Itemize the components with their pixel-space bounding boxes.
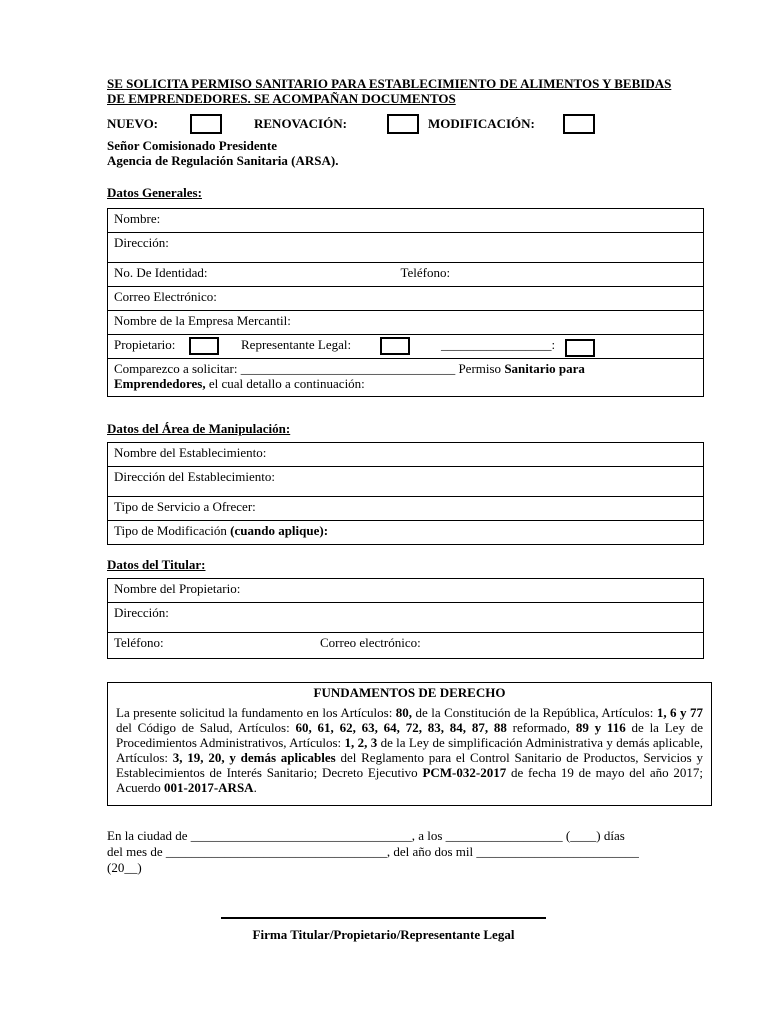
- field-tipo-solicitante: [108, 335, 704, 359]
- fundamentos-heading: FUNDAMENTOS DE DERECHO: [313, 685, 506, 700]
- section-area-heading: Datos del Área de Manipulación:: [107, 421, 291, 436]
- tipo-modificacion-bold: (cuando aplique):: [230, 523, 329, 538]
- field-nombre-establecimiento[interactable]: [108, 443, 704, 467]
- fund-b3: 60, 61, 62, 63, 64, 72, 83, 84, 87, 88: [295, 720, 507, 735]
- field-nombre-label: Nombre:: [114, 211, 161, 226]
- request-type-options: [107, 114, 707, 136]
- fund-t7: del Reglamento para el Control Sanitario de Productos, Servicios y Establecimientos de Interés Sanitario; Decreto Ejecutivo: [116, 750, 703, 780]
- propietario-label: Propietario:: [114, 337, 176, 352]
- option-modificacion-label: MODIFICACIÓN:: [428, 116, 535, 131]
- fund-t2: de la Constitución de la República, Artículos:: [412, 705, 657, 720]
- field-nombre[interactable]: [108, 209, 704, 233]
- datos-generales-table: [107, 208, 704, 397]
- fund-b7: PCM-032-2017: [422, 765, 507, 780]
- fund-t4: reformado,: [506, 720, 576, 735]
- addressee: [107, 138, 338, 168]
- field-empresa-label: Nombre de la Empresa Mercantil:: [114, 313, 291, 328]
- field-identidad-telefono[interactable]: [108, 263, 704, 287]
- signature-line: [221, 917, 546, 919]
- titular-table: [107, 578, 704, 659]
- option-nuevo-checkbox[interactable]: [190, 114, 222, 134]
- field-titular-contacto[interactable]: [108, 633, 704, 659]
- otro-blank-label: _________________:: [441, 337, 556, 352]
- titular-telefono-label: Teléfono:: [114, 635, 164, 650]
- field-titular-direccion[interactable]: [108, 603, 704, 633]
- tipo-servicio-label: Tipo de Servicio a Ofrecer:: [114, 499, 256, 514]
- fund-b8: 001-2017-ARSA: [164, 780, 254, 795]
- comparezco-text: Comparezco a solicitar: _________________________________ Permiso: [114, 361, 502, 376]
- fund-b5: 1, 2, 3: [344, 735, 378, 750]
- field-identidad-label: No. De Identidad:: [114, 265, 208, 280]
- field-comparezco[interactable]: [108, 359, 704, 397]
- option-renovacion-checkbox[interactable]: [387, 114, 419, 134]
- titular-correo-label: Correo electrónico:: [320, 635, 421, 650]
- fundamentos-text: [116, 705, 703, 795]
- closing-paragraph: [107, 828, 667, 876]
- field-telefono-label: Teléfono:: [400, 265, 451, 280]
- fund-t6: de la Ley de simplificación Administrativa y demás aplicable, Artículos:: [116, 735, 704, 765]
- signature-label: Firma Titular/Propietario/Representante Legal: [252, 927, 515, 942]
- closing-line-2: del mes de __________________________________, del año dos mil _________________________: [107, 844, 639, 859]
- field-direccion-label: Dirección:: [114, 235, 169, 250]
- field-nombre-propietario[interactable]: [108, 579, 704, 603]
- document-title: SE SOLICITA PERMISO SANITARIO PARA ESTABLECIMIENTO DE ALIMENTOS Y BEBIDAS DE EMPRENDEDORES. SE ACOMPAÑAN DOCUMENTOS: [107, 76, 672, 106]
- representante-label: Representante Legal:: [241, 337, 352, 352]
- field-empresa[interactable]: [108, 311, 704, 335]
- comparezco-bold-2: Emprendedores,: [114, 376, 206, 391]
- fund-t1: La presente solicitud la fundamento en los Artículos:: [116, 705, 396, 720]
- option-renovacion-label: RENOVACIÓN:: [254, 116, 347, 131]
- fundamentos-box: [107, 682, 712, 806]
- fund-b2: 1, 6 y 77: [656, 705, 704, 720]
- field-direccion[interactable]: [108, 233, 704, 263]
- fund-t5: de la Ley de Procedimientos Administrativos, Artículos:: [116, 720, 704, 750]
- closing-line-3: (20__): [107, 860, 142, 875]
- field-tipo-servicio[interactable]: [108, 497, 704, 521]
- field-direccion-establecimiento[interactable]: [108, 467, 704, 497]
- fund-t8: de fecha 19 de mayo del año 2017; Acuerdo: [116, 765, 704, 795]
- fund-t9: .: [253, 780, 257, 795]
- field-correo[interactable]: [108, 287, 704, 311]
- comparezco-text-2: el cual detallo a continuación:: [205, 376, 365, 391]
- fund-t3: del Código de Salud, Artículos:: [116, 720, 296, 735]
- fund-b6: 3, 19, 20, y demás aplicables: [172, 750, 336, 765]
- otro-checkbox[interactable]: [565, 339, 595, 357]
- option-modificacion-checkbox[interactable]: [563, 114, 595, 134]
- fund-b1: 80,: [395, 705, 413, 720]
- titular-direccion-label: Dirección:: [114, 605, 169, 620]
- option-nuevo-label: NUEVO:: [107, 116, 159, 131]
- tipo-modificacion-label: Tipo de Modificación: [114, 523, 231, 538]
- field-correo-label: Correo Electrónico:: [114, 289, 217, 304]
- addressee-line-2: Agencia de Regulación Sanitaria (ARSA).: [107, 153, 339, 168]
- comparezco-bold-1: Sanitario para: [504, 361, 585, 376]
- section-titular-heading: Datos del Titular:: [107, 557, 206, 572]
- nombre-propietario-label: Nombre del Propietario:: [114, 581, 241, 596]
- field-tipo-modificacion[interactable]: [108, 521, 704, 545]
- direccion-establecimiento-label: Dirección del Establecimiento:: [114, 469, 275, 484]
- area-table: [107, 442, 704, 545]
- fund-b4: 89 y 116: [575, 720, 626, 735]
- nombre-establecimiento-label: Nombre del Establecimiento:: [114, 445, 267, 460]
- section-datos-generales-heading: Datos Generales:: [107, 185, 202, 200]
- propietario-checkbox[interactable]: [189, 337, 219, 355]
- addressee-line-1: Señor Comisionado Presidente: [107, 138, 277, 153]
- representante-checkbox[interactable]: [380, 337, 410, 355]
- closing-line-1: En la ciudad de __________________________________, a los __________________ (____) días: [107, 828, 625, 843]
